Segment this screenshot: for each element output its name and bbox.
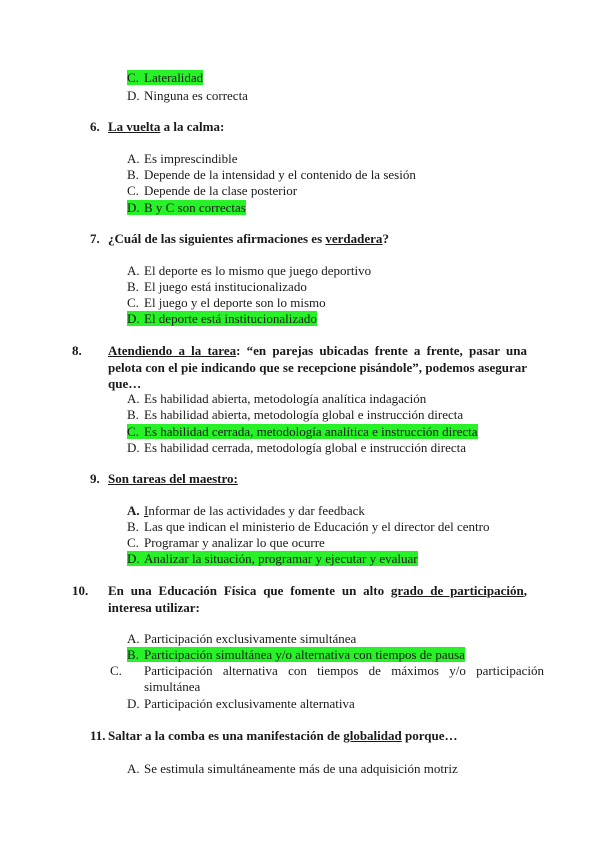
q8-option-d: D. Es habilidad cerrada, metodología global e instrucción directa bbox=[127, 440, 466, 455]
q6-option-a: A. Es imprescindible bbox=[127, 151, 238, 166]
q9-option-b: B. Las que indican el ministerio de Educación y el director del centro bbox=[127, 519, 490, 534]
q9-title: 9. Son tareas del maestro: bbox=[90, 471, 238, 486]
q6-option-b: B. Depende de la intensidad y el contenido de la sesión bbox=[127, 167, 416, 182]
q9-option-a: A. Informar de las actividades y dar feedback bbox=[127, 503, 365, 518]
q10-title: 10. En una Educación Física que fomente un alto grado de participación, interesa utilizar: bbox=[72, 583, 527, 615]
q11-option-a: A. Se estimula simultáneamente más de una adquisición motriz bbox=[127, 761, 458, 776]
q10-option-c: C. Participación alternativa con tiempos de máximos y/o participación simultánea bbox=[110, 663, 544, 694]
q6-title: 6. La vuelta a la calma: bbox=[90, 119, 225, 134]
q7-option-d: D. El deporte está institucionalizado bbox=[127, 311, 317, 326]
q11-title: 11. Saltar a la comba es una manifestación de globalidad porque… bbox=[90, 728, 458, 743]
q7-option-b: B. El juego está institucionalizado bbox=[127, 279, 307, 294]
q8-option-a: A. Es habilidad abierta, metodología analítica indagación bbox=[127, 391, 427, 406]
q6-option-d: D. B y C son correctas bbox=[127, 200, 246, 215]
q10-option-a: A. Participación exclusivamente simultánea bbox=[127, 631, 357, 646]
q9-option-c: C. Programar y analizar lo que ocurre bbox=[127, 535, 325, 550]
q8-option-b: B. Es habilidad abierta, metodología global e instrucción directa bbox=[127, 407, 464, 422]
q8-option-c: C. Es habilidad cerrada, metodología analítica e instrucción directa bbox=[127, 424, 478, 439]
q9-option-d: D. Analizar la situación, programar y ejecutar y evaluar bbox=[127, 551, 418, 566]
q8-title: 8. Atendiendo a la tarea: “en parejas ubicadas frente a frente, pasar una pelota con el pie indicando que se recepcione pisándole”, podemos asegurar que… bbox=[72, 343, 527, 391]
q10-option-b: B. Participación simultánea y/o alternativa con tiempos de pausa bbox=[127, 647, 465, 662]
q7-option-c: C. El juego y el deporte son lo mismo bbox=[127, 295, 326, 310]
q10-option-d: D. Participación exclusivamente alternativa bbox=[127, 696, 355, 711]
q6-option-c: C. Depende de la clase posterior bbox=[127, 183, 298, 198]
q5-option-c: C. Lateralidad bbox=[127, 70, 204, 85]
q7-option-a: A. El deporte es lo mismo que juego deportivo bbox=[127, 263, 372, 278]
q7-title: 7. ¿Cuál de las siguientes afirmaciones es verdadera? bbox=[90, 231, 389, 246]
q5-option-d: D. Ninguna es correcta bbox=[127, 88, 248, 103]
